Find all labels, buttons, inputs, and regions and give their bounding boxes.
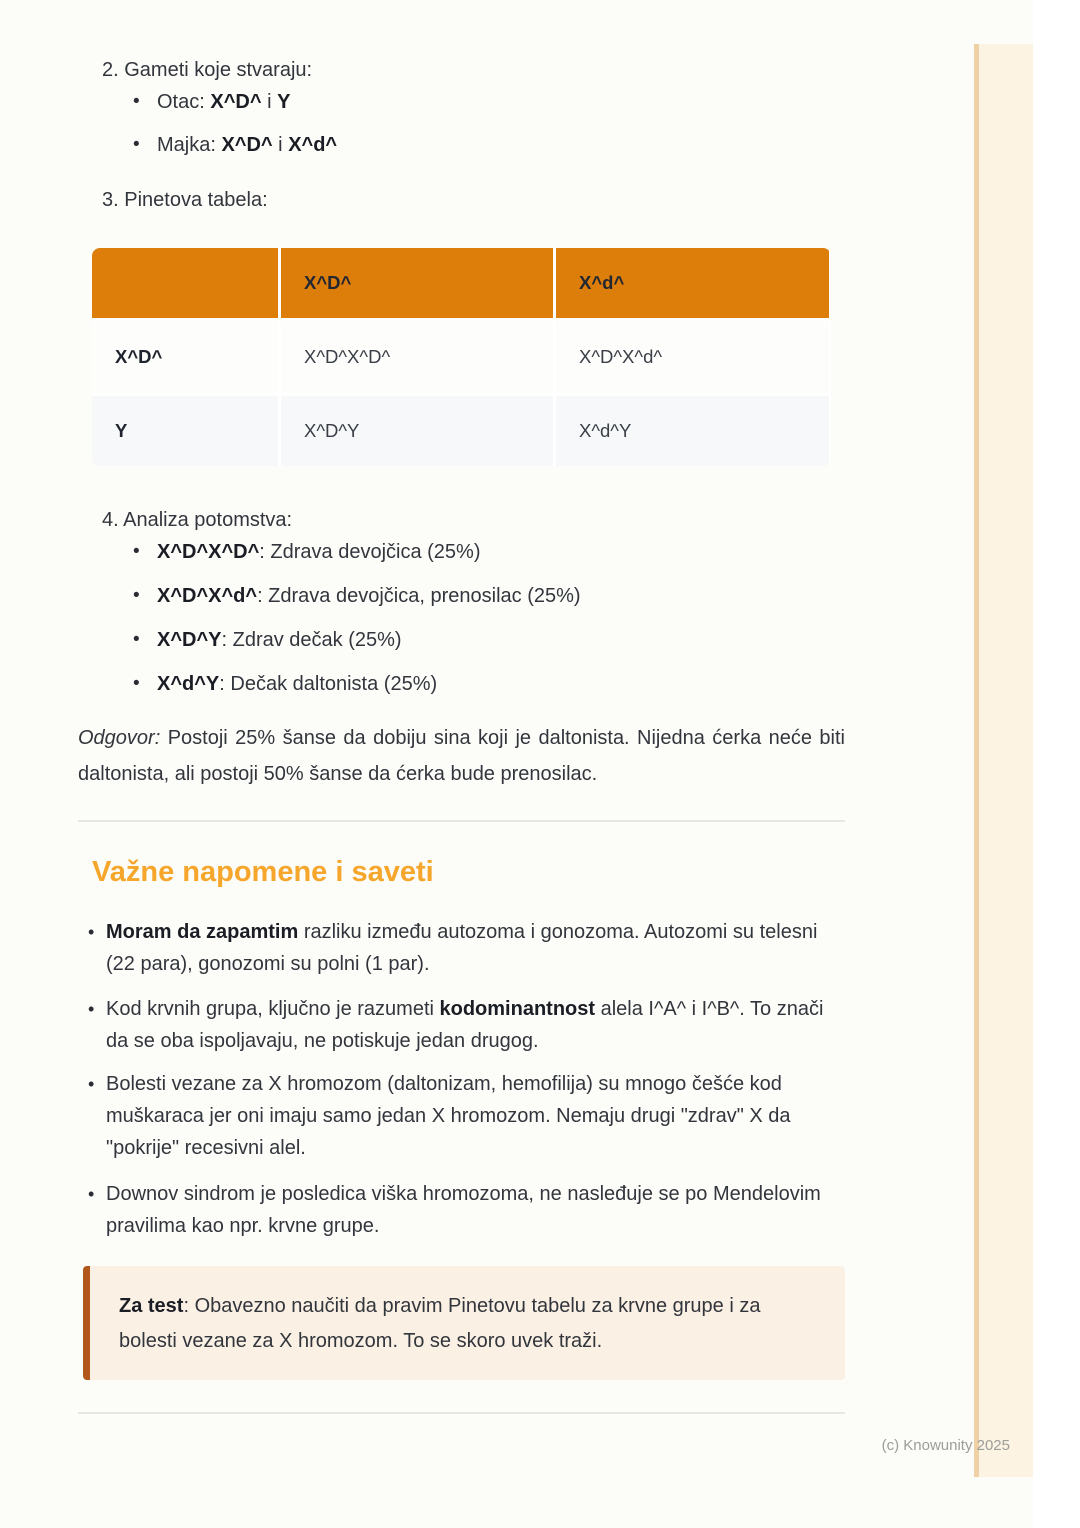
note-text: Moram da zapamtim razliku između autozoma i gonozoma. Autozomi su telesni (22 para), gonozomi su polni (1 par). [106,921,818,975]
list-item [78,88,845,116]
answer-paragraph: Odgovor: Postoji 25% šanse da dobiju sina koji je daltonista. Nijedna ćerka neće biti daltonista, ali postoji 50% šanse da ćerka bude prenosilac. [78,727,845,785]
note-item [78,1178,845,1242]
document-content [78,0,845,1528]
callout-label: Za test [119,1295,184,1317]
note-item [78,916,845,980]
table-cell: X^D^X^D^ [281,321,553,393]
bullet-icon: • [133,629,140,650]
list-item-text: X^D^X^d^: Zdrava devojčica, prenosilac (25%) [157,585,581,607]
page-edge-stripe [974,44,1033,1477]
bullet-icon: • [133,585,140,606]
note-item [78,1068,845,1164]
bullet-icon: • [133,673,140,694]
list-item [78,626,845,654]
list-item [78,538,845,566]
table-cell: X^D^Y [281,396,553,466]
list-item-text: Otac: X^D^ i Y [157,91,291,113]
notes-heading: Važne napomene i saveti [92,856,434,888]
bullet-icon: • [88,999,95,1019]
bullet-icon: • [133,134,140,155]
answer-label: Odgovor: [78,727,161,749]
bullet-icon: • [88,1184,95,1204]
section-divider [78,820,845,822]
table-header-cell [92,248,278,318]
copyright-text: (c) Knowunity 2025 [881,1437,1010,1454]
list-item [78,670,845,698]
bullet-icon: • [133,541,140,562]
section-heading-gameti: 2. Gameti koje stvaraju: [102,59,313,81]
note-text: Kod krvnih grupa, ključno je razumeti kodominantnost alela I^A^ i I^B^. To znači da se oba ispoljavaju, ne potiskuje jedan drugog. [106,998,824,1052]
page-right-margin [1033,0,1080,1528]
table-row-header: X^D^ [92,321,278,393]
list-item-text: Majka: X^D^ i X^d^ [157,134,338,156]
table-row-header: Y [92,396,278,466]
punnett-table [92,248,831,466]
bullet-icon: • [133,91,140,112]
bullet-icon: • [88,922,95,942]
table-cell: X^D^X^d^ [556,321,829,393]
bullet-icon: • [88,1074,95,1094]
test-tip-callout: Za test: Obavezno naučiti da pravim Pinetovu tabelu za krvne grupe i za bolesti vezane za X hromozom. To se skoro uvek traži. [83,1266,845,1380]
table-header-cell: X^d^ [556,248,829,318]
table-cell: X^d^Y [556,396,829,466]
list-item-text: X^d^Y: Dečak daltonista (25%) [157,673,438,695]
note-text: Downov sindrom je posledica viška hromozoma, ne nasleđuje se po Mendelovim pravilima kao npr. krvne grupe. [106,1183,821,1237]
note-item [78,993,845,1057]
list-item [78,131,845,159]
section-heading-analiza: 4. Analiza potomstva: [102,509,293,531]
list-item [78,582,845,610]
note-text: Bolesti vezane za X hromozom (daltonizam, hemofilija) su mnogo češće kod muškaraca jer oni imaju samo jedan X hromozom. Nemaju drugi "zdrav" X da "pokrije" recesivni alel. [106,1073,791,1159]
list-item-text: X^D^Y: Zdrav dečak (25%) [157,629,402,651]
table-header-cell: X^D^ [281,248,553,318]
section-heading-tabela: 3. Pinetova tabela: [102,189,268,211]
section-divider [78,1412,845,1414]
list-item-text: X^D^X^D^: Zdrava devojčica (25%) [157,541,481,563]
